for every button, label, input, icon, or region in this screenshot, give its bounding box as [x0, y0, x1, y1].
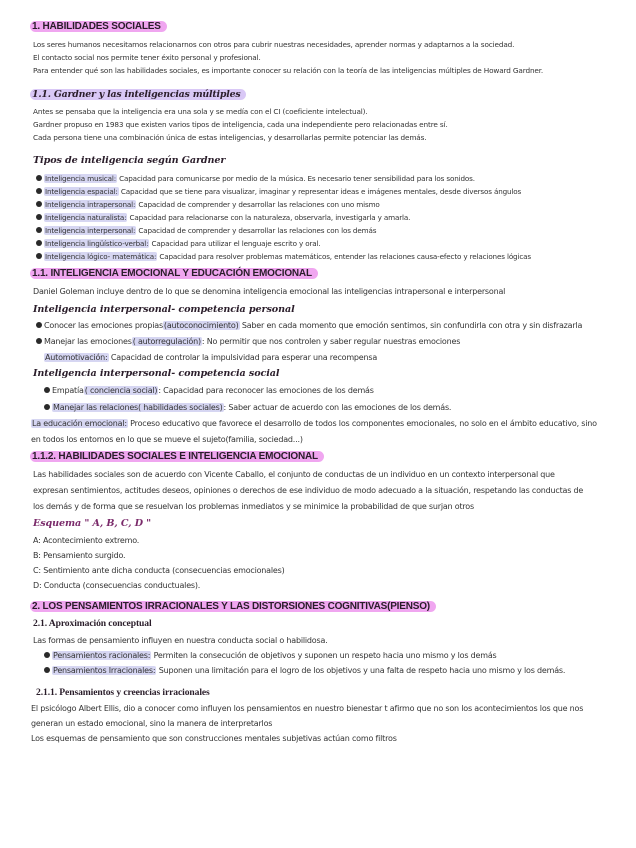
caballo-line: expresan sentimientos, actitudes deseos, opiniones o derechos de ese individuo de modo adecuado a la situación, respetando las conductas de [33, 486, 584, 495]
intelligence-type-text: Capacidad para relacionarse con la naturaleza, observarla, investigarla y amarla. [127, 213, 411, 222]
intelligence-type-text: Capacidad de comprender y desarrollar las relaciones con uno mismo [136, 200, 380, 209]
thought-type-term: Pensamientos Irracionales: [53, 666, 156, 675]
intelligence-type-item [36, 239, 321, 249]
intelligence-type-term: Inteligencia lógico- matemática: [45, 252, 157, 261]
competence-pre: Conocer las emociones propias [44, 321, 163, 330]
intelligence-type-term: Inteligencia interpersonal: [45, 226, 136, 235]
bullet-dot [36, 322, 42, 328]
bullet-dot [44, 652, 50, 658]
personal-competence-item [36, 321, 582, 331]
interpersonal-heading: Inteligencia interpersonal- competencia social [33, 368, 280, 379]
bullet-dot [36, 188, 42, 194]
intelligence-type-term: Inteligencia lingüístico-verbal: [45, 239, 149, 248]
bullet-dot [44, 404, 50, 410]
thought-type-term: Pensamientos racionales: [53, 651, 151, 660]
intelligence-type-text: Capacidad de comprender y desarrollar las relaciones con los demás [136, 226, 377, 235]
ellis-line: Los esquemas de pensamiento que son construcciones mentales subjetivas actúan como filtros [31, 734, 397, 743]
competence-term: Manejar las relaciones( habilidades sociales) [53, 403, 223, 412]
bullet-dot [36, 338, 42, 344]
abcd-item: B: Pensamiento surgido. [33, 551, 126, 560]
intelligence-type-text: Capacidad para comunicarse por medio de la música. Es necesario tener sensibilidad para los sonidos. [117, 174, 475, 183]
caballo-line: Las habilidades sociales son de acuerdo con Vicente Caballo, el conjunto de conductas de un individuo en un contexto interpersonal que [33, 470, 555, 479]
intelligence-types-heading: Tipos de inteligencia según Gardner [33, 155, 226, 166]
bullet-dot [44, 387, 50, 393]
emotional-education-text: Proceso educativo que favorece el desarrollo de todos los componentes emocionales, no solo en el ámbito educativo, sino [127, 419, 597, 428]
gardner-line: Gardner propuso en 1983 que existen varios tipos de inteligencia, cada una independiente pero relacionadas entre sí. [33, 120, 448, 129]
competence-text: : Capacidad para reconocer las emociones de los demás [158, 386, 374, 395]
intelligence-type-text: Capacidad para utilizar el lenguaje escrito y oral. [149, 239, 321, 248]
intelligence-type-term: Inteligencia intrapersonal: [45, 200, 136, 209]
thought-type-text: Permiten la consecución de objetivos y suponen un respeto hacia uno mismo y los demás [151, 651, 497, 660]
ellis-line: generan un estado emocional, sino la manera de interpretarlos [31, 719, 273, 728]
abcd-item: C: Sentimiento ante dicha conducta (consecuencias emocionales) [33, 566, 285, 575]
goleman-line: Daniel Goleman incluye dentro de lo que se denomina inteligencia emocional las inteligencias intrapersonal e interpersonal [33, 287, 506, 296]
intelligence-type-item [36, 252, 531, 262]
caballo-line: los demás y de forma que se resuelvan los problemas inmediatos y se minimice la probabilidad de que surjan otros [33, 502, 474, 511]
abcd-item: D: Conducta (consecuencias conductuales). [33, 581, 201, 590]
bullet-dot [36, 253, 42, 259]
competence-text: Saber en cada momento que emoción sentimos, sin confundirla con otra y sin disfrazarla [239, 321, 583, 330]
intelligence-type-item [36, 226, 376, 236]
section-1-line: Los seres humanos necesitamos relacionarnos con otros para cubrir nuestras necesidades, aprender normas y adaptarnos a la sociedad. [33, 40, 515, 49]
section-1-line: Para entender qué son las habilidades sociales, es importante conocer su relación con la teoría de las inteligencias múltiples de Howard Gardner. [33, 66, 544, 75]
intelligence-type-term: Inteligencia espacial: [45, 187, 118, 196]
emotional-education-line [31, 419, 597, 429]
intelligence-type-item [36, 213, 410, 223]
bullet-dot [44, 667, 50, 673]
intelligence-type-item [36, 200, 380, 210]
bullet-dot [36, 175, 42, 181]
emotional-education-line: en todos los entornos en lo que se mueve el sujeto(familia, sociedad...) [31, 435, 303, 444]
section-2-heading: 2. LOS PENSAMIENTOS IRRACIONALES Y LAS DISTORSIONES COGNITIVAS(PIENSO) [30, 601, 436, 612]
competence-pre: Manejar las emociones [44, 337, 132, 346]
section-2-1-line: Las formas de pensamiento influyen en nuestra conducta social o habilidosa. [33, 636, 328, 645]
section-1-1-heading: 1.1. Gardner y las inteligencias múltiples [30, 89, 246, 100]
gardner-line: Antes se pensaba que la inteligencia era una sola y se medía con el CI (coeficiente intelectual). [33, 107, 368, 116]
intelligence-type-text: Capacidad que se tiene para visualizar, imaginar y representar ideas e imágenes mentales, desde diversos ángulos [118, 187, 522, 196]
intelligence-type-text: Capacidad para resolver problemas matemáticos, entender las relaciones causa-efecto y relaciones lógicas [157, 252, 531, 261]
intrapersonal-heading: Inteligencia interpersonal- competencia personal [33, 304, 295, 315]
section-2-1-1-heading: 2.1.1. Pensamientos y creencias irracionales [36, 687, 210, 698]
bullet-dot [36, 227, 42, 233]
bullet-dot [36, 214, 42, 220]
abcd-item: A: Acontecimiento extremo. [33, 536, 140, 545]
competence-term: ( autorregulación) [132, 337, 201, 346]
competence-term: Automotivación: [45, 353, 108, 362]
section-2-1-heading: 2.1. Aproximación conceptual [33, 618, 152, 629]
thought-type-item [44, 651, 497, 661]
competence-pre: Empatía [52, 386, 84, 395]
intelligence-type-term: Inteligencia musical: [45, 174, 117, 183]
section-1-line: El contacto social nos permite tener éxito personal y profesional. [33, 53, 261, 62]
personal-competence-item [44, 353, 377, 363]
section-1-heading: 1. HABILIDADES SOCIALES [30, 21, 167, 32]
competence-text: : Saber actuar de acuerdo con las emociones de los demás. [223, 403, 452, 412]
thought-type-item [44, 666, 565, 676]
bullet-dot [36, 201, 42, 207]
competence-term: ( conciencia social) [84, 386, 158, 395]
section-emotional-intelligence-heading: 1.1. INTELIGENCIA EMOCIONAL Y EDUCACIÓN EMOCIONAL [30, 268, 318, 279]
section-1-1-2-heading: 1.1.2. HABILIDADES SOCIALES E INTELIGENCIA EMOCIONAL [30, 451, 324, 462]
thought-type-text: Suponen una limitación para el logro de los objetivos y una falta de respeto hacia uno mismo y los demás. [156, 666, 566, 675]
personal-competence-item [36, 337, 460, 347]
bullet-dot [36, 240, 42, 246]
competence-text: : No permitir que nos controlen y saber regular nuestras emociones [201, 337, 461, 346]
intelligence-type-item [36, 187, 521, 197]
competence-text: Capacidad de controlar la impulsividad para esperar una recompensa [108, 353, 378, 362]
abcd-heading: Esquema " A, B, C, D " [33, 518, 152, 529]
ellis-line: El psicólogo Albert Ellis, dio a conocer como influyen los pensamientos en nuestro bienestar t afirmo que no son los acontecimientos los que nos [31, 704, 584, 713]
gardner-line: Cada persona tiene una combinación única de estas inteligencias, y desarrollarlas permite potenciar las demás. [33, 133, 427, 142]
emotional-education-term: La educación emocional: [32, 419, 127, 428]
intelligence-type-item [36, 174, 475, 184]
social-competence-item [44, 403, 451, 413]
intelligence-type-term: Inteligencia naturalista: [45, 213, 127, 222]
competence-term: (autoconocimiento) [163, 321, 239, 330]
social-competence-item [44, 386, 374, 396]
